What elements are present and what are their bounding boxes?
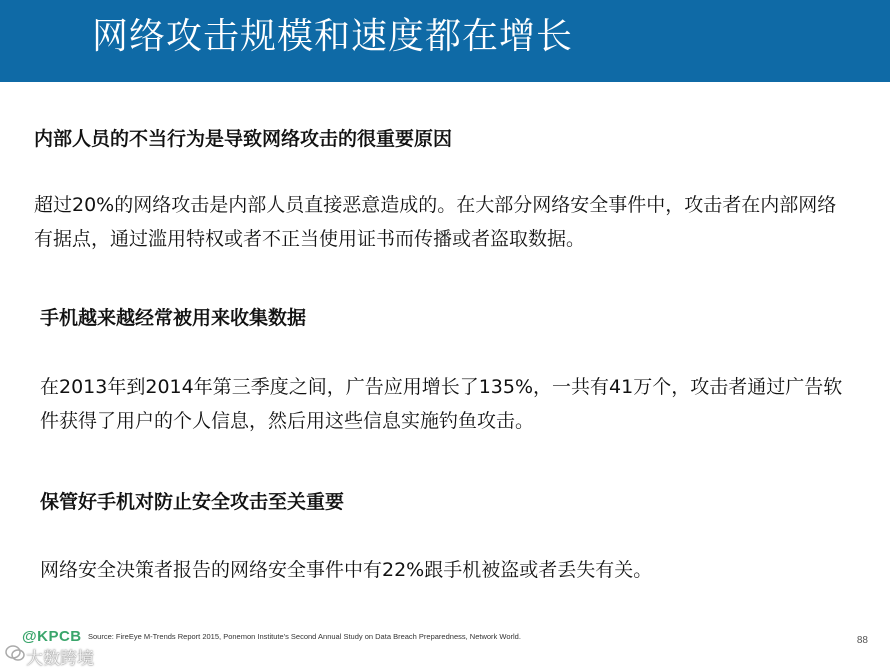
section-body-insider: 超过20%的网络攻击是内部人员直接恶意造成的。在大部分网络安全事件中，攻击者在内部网络有据点，通过滥用特权或者不正当使用证书而传播或者盗取数据。 xyxy=(34,194,837,250)
page-title: 网络攻击规模和速度都在增长 xyxy=(92,16,574,57)
kpcb-logo: @KPCB xyxy=(22,628,82,645)
section-heading-insider: 内部人员的不当行为是导致网络攻击的很重要原因 xyxy=(34,128,453,150)
source-citation: Source: FireEye M-Trends Report 2015, Ponemon Institute's Second Annual Study on Data Breach Preparedness, Network World. xyxy=(88,632,521,641)
section-body-phone-security: 网络安全决策者报告的网络安全事件中有22%跟手机被盗或者丢失有关。 xyxy=(40,559,653,581)
header-bar xyxy=(0,0,890,82)
section-heading-mobile: 手机越来越经常被用来收集数据 xyxy=(40,307,307,329)
section-body-mobile: 在2013年到2014年第三季度之间，广告应用增长了135%，一共有41万个，攻击者通过广告软件获得了用户的个人信息，然后用这些信息实施钓鱼攻击。 xyxy=(40,376,843,432)
section-heading-phone-security: 保管好手机对防止安全攻击至关重要 xyxy=(40,491,345,513)
wechat-icon xyxy=(4,642,26,664)
watermark-text: 大数跨境 xyxy=(26,649,94,669)
page-number: 88 xyxy=(856,635,868,646)
